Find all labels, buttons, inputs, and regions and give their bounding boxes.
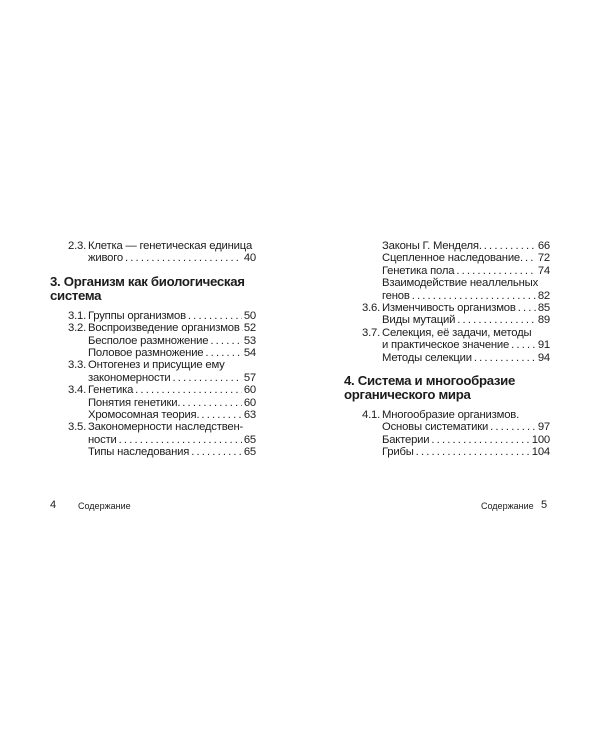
page-number: 82 (537, 289, 550, 302)
toc-entry-line (68, 434, 256, 446)
toc-entry-line (50, 347, 256, 359)
toc-entry-line (68, 359, 256, 371)
toc-right-page (344, 240, 550, 459)
toc-entry (344, 240, 550, 252)
dot-leader (412, 290, 536, 302)
entry-title: Хромосомная теория. (88, 409, 200, 422)
toc-entry-line (50, 446, 256, 458)
page-number: 50 (243, 309, 256, 322)
entry-title: Основы систематики (382, 421, 489, 434)
toc-entry-line (50, 397, 256, 409)
toc-entry (50, 310, 256, 322)
entry-title: Селекция, её задачи, методы (382, 326, 532, 339)
section-number: 2.3. (68, 240, 87, 252)
toc-entry (50, 347, 256, 359)
entry-title: Половое размножение (88, 347, 204, 360)
toc-entry-line (344, 277, 550, 289)
toc-entry-line (344, 265, 550, 277)
toc-entry-line (68, 372, 256, 384)
entry-title: Законы Г. Менделя. (382, 240, 482, 252)
section-number: 3.7. (362, 326, 381, 339)
toc-entry-line (344, 314, 550, 326)
entry-title: Изменчивость организмов (382, 302, 516, 315)
toc-entry-line (344, 290, 550, 302)
page-number: 57 (243, 371, 256, 384)
toc-entry (50, 384, 256, 396)
toc-entry (344, 265, 550, 277)
section-number: 3.3. (68, 359, 87, 372)
page-number: 54 (243, 347, 256, 360)
dot-leader (456, 265, 536, 277)
entry-title: Закономерности наследствен- (88, 421, 244, 434)
dot-leader (119, 434, 242, 446)
toc-entry-line (68, 240, 256, 252)
section-number: 3.4. (68, 384, 87, 397)
chapter-heading (50, 275, 256, 303)
entry-title: Методы селекции (382, 351, 472, 364)
toc-entry-line (362, 339, 550, 351)
dot-leader (205, 347, 241, 359)
entry-title: Грибы (382, 446, 414, 459)
page-number: 53 (243, 334, 256, 347)
toc-entry (50, 409, 256, 421)
page-number: 100 (531, 433, 550, 446)
toc-entry (50, 397, 256, 409)
toc-entry-line (68, 322, 256, 334)
entry-title: Онтогенез и присущие ему (88, 359, 225, 372)
page-number: 74 (537, 264, 550, 277)
entry-title: Виды мутаций (382, 314, 456, 327)
entry-title: ности (88, 433, 117, 446)
running-head-left: Содержание (78, 501, 131, 511)
page-number: 97 (537, 421, 550, 434)
toc-entry (344, 302, 550, 314)
toc-entry-line (68, 421, 256, 433)
chapter-heading-line: 3. Организм как биологическая (50, 273, 245, 289)
entry-title: Группы организмов (88, 309, 186, 322)
dot-leader (173, 372, 242, 384)
toc-entry (50, 335, 256, 347)
section-number: 3.1. (68, 309, 87, 322)
section-number: 3.6. (362, 302, 381, 315)
entry-title: генов (382, 289, 410, 302)
dot-leader (125, 252, 242, 264)
page-number: 63 (243, 409, 256, 422)
entry-title: Понятия генетики. (88, 396, 181, 409)
page-number: 66 (537, 240, 550, 252)
entry-title: Генетика (88, 384, 134, 397)
toc-entry-line (68, 310, 256, 322)
toc-entry (344, 446, 550, 458)
dot-leader (511, 339, 536, 351)
toc-left-page (50, 240, 256, 459)
toc-entry (50, 240, 256, 265)
entry-title: живого (88, 252, 123, 265)
toc-entry (344, 409, 550, 421)
folio-right: 5 (541, 499, 548, 511)
entry-title: и практическое значение (382, 339, 510, 352)
toc-entry-line (344, 421, 550, 433)
page-number: 85 (537, 302, 550, 315)
page-number: 65 (243, 446, 256, 459)
page-number: 91 (537, 339, 550, 352)
toc-entry (344, 421, 550, 433)
chapter-heading-line: органического мира (344, 387, 471, 403)
toc-entry-line (344, 434, 550, 446)
entry-title: Бесполое размножение (88, 334, 209, 347)
toc-entry (344, 314, 550, 326)
toc-entry-line (68, 384, 256, 396)
dot-leader (490, 421, 536, 433)
chapter-heading-line: система (50, 287, 102, 303)
section-number: 4.1. (362, 409, 381, 422)
page-number: 65 (243, 433, 256, 446)
toc-entry (344, 327, 550, 352)
toc-entry (344, 352, 550, 364)
toc-entry (344, 277, 550, 302)
dot-leader (191, 446, 242, 458)
toc-entry (50, 359, 256, 384)
dot-leader (210, 335, 241, 347)
dot-leader (525, 252, 536, 264)
running-head-right: Содержание (481, 501, 534, 511)
entry-title: Многообразие организмов. (382, 409, 520, 422)
page-number: 104 (531, 446, 550, 459)
dot-leader (431, 434, 529, 446)
page-number: 60 (243, 396, 256, 409)
chapter-heading-line: 4. Система и многообразие (344, 373, 515, 389)
section-number: 3.5. (68, 421, 87, 434)
entry-title: Клетка — генетическая единица (88, 240, 253, 252)
dot-leader (135, 384, 242, 396)
entry-title: закономерности (88, 371, 171, 384)
entry-title: Генетика пола (382, 264, 455, 277)
toc-entry-line (50, 335, 256, 347)
dot-leader (457, 314, 536, 326)
toc-entry-line (344, 446, 550, 458)
dot-leader (188, 310, 242, 322)
page-number: 94 (537, 351, 550, 364)
page-number: 72 (537, 252, 550, 265)
toc-entry-line (362, 409, 550, 421)
toc-entry-line (50, 409, 256, 421)
toc-entry (50, 421, 256, 446)
toc-entry-line (362, 302, 550, 314)
toc-entry-line (344, 252, 550, 264)
folio-left: 4 (50, 499, 57, 511)
page-number: 40 (243, 252, 256, 265)
section-number: 3.2. (68, 322, 87, 335)
toc-entry-line (344, 240, 550, 252)
chapter-heading (344, 374, 550, 402)
entry-title: Взаимодействие неаллельных (382, 277, 539, 290)
entry-title: Сцепленное наследование. (382, 252, 523, 265)
page-number: 89 (537, 314, 550, 327)
page-number: 60 (243, 384, 256, 397)
dot-leader (182, 397, 242, 409)
toc-entry (344, 252, 550, 264)
toc-entry (50, 322, 256, 334)
toc-entry-line (362, 327, 550, 339)
dot-leader (201, 409, 241, 421)
page-number: 52 (243, 322, 256, 335)
dot-leader (474, 352, 536, 364)
toc-entry-line (68, 252, 256, 264)
entry-title: Воспроизведение организмов (88, 322, 240, 335)
toc-entry (50, 446, 256, 458)
dot-leader (518, 302, 536, 314)
dot-leader (416, 446, 530, 458)
toc-entry-line (344, 352, 550, 364)
dot-leader (484, 240, 536, 252)
entry-title: Типы наследования (88, 446, 190, 459)
entry-title: Бактерии (382, 433, 430, 446)
toc-entry (344, 434, 550, 446)
